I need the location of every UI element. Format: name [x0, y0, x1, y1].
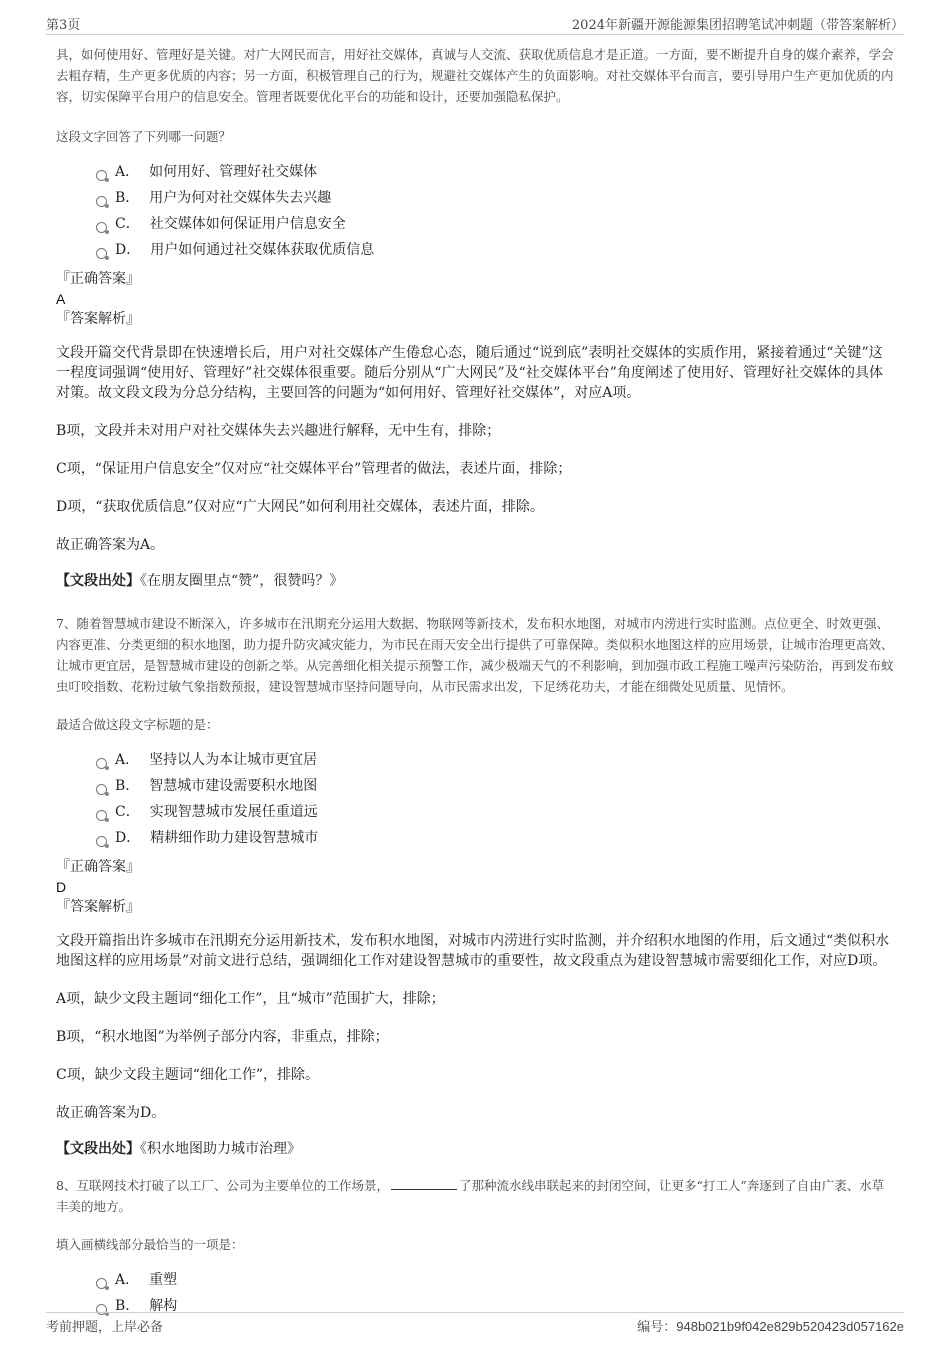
q7-passage: 7、随着智慧城市建设不断深入，许多城市在汛期充分运用大数据、物联网等新技术，发布积水地图，对城市内涝进行实时监测。点位更全、时效更强、内容更准、分类更细的积水地图，助力提升防灾减灾能力，为市民在雨天安全出行提供了可靠保障。类似积水地图这样的应用场景，让城市治理更高效、让城市更宜居，是智慧城市建设的创新之举。从完善细化相关提示预警工作，减少极端天气的不利影响，到加强市政工程施工噪声污染防治，再到发布蚊虫叮咬指数、花粉过敏气象指数预报，建设智慧城市坚持问题导向，从市民需求出发，下足绣花功夫，才能在细微处见质量、见情怀。	[56, 616, 894, 694]
page-content	[56, 44, 894, 1319]
radio-icon[interactable]	[96, 836, 107, 847]
q6-option-a[interactable]: A． 如何用好、管理好社交媒体	[96, 159, 894, 185]
q7-option-a[interactable]: A． 坚持以人为本让城市更宜居	[96, 747, 894, 773]
q6-analysis-4: D项，“获取优质信息”仅对应“广大网民”如何利用社交媒体，表述片面，排除。	[56, 499, 544, 515]
fill-in-blank	[391, 1177, 457, 1190]
q7-option-c[interactable]: C． 实现智慧城市发展任重道远	[96, 799, 894, 825]
q6-analysis-5: 故正确答案为A。	[56, 537, 165, 553]
radio-icon[interactable]	[96, 810, 107, 821]
q6-answer: A	[56, 291, 66, 307]
document-title: 2024年新疆开源能源集团招聘笔试冲刺题（带答案解析）	[571, 18, 904, 33]
q6-option-c[interactable]: C． 社交媒体如何保证用户信息安全	[96, 211, 894, 237]
q8-option-b[interactable]: B． 解构	[96, 1293, 894, 1319]
q7-option-b[interactable]: B． 智慧城市建设需要积水地图	[96, 773, 894, 799]
q7-analysis-2: A项，缺少文段主题词“细化工作”，且“城市”范围扩大，排除；	[56, 991, 445, 1007]
q7-analysis-3: B项，“积水地图”为举例子部分内容，非重点，排除；	[56, 1029, 389, 1045]
radio-icon[interactable]	[96, 196, 107, 207]
radio-icon[interactable]	[96, 1278, 107, 1289]
q6-question: 这段文字回答了下列哪一问题？	[56, 129, 232, 144]
question-8	[56, 1175, 894, 1319]
q7-option-d[interactable]: D． 精耕细作助力建设智慧城市	[96, 825, 894, 851]
q6-analysis-1: 文段开篇交代背景即在快速增长后，用户对社交媒体产生倦怠心态，随后通过“说到底”表明社交媒体的实质作用，紧接着通过“关键”这一程度词强调“使用好、管理好”社交媒体很重要。随后分别从“广大网民”及“社交媒体平台”角度阐述了使用好、管理好社交媒体的具体对策。故文段文段为分总分结构，主要回答的问题为“如何用好、管理好社交媒体”，对应A项。	[56, 345, 883, 401]
q6-analysis-3: C项，“保证用户信息安全”仅对应“社交媒体平台”管理者的做法，表述片面，排除；	[56, 461, 572, 477]
q6-analysis-2: B项，文段并未对用户对社交媒体失去兴趣进行解释，无中生有，排除；	[56, 423, 501, 439]
radio-icon[interactable]	[96, 784, 107, 795]
q7-question: 最适合做这段文字标题的是：	[56, 717, 219, 732]
question-6	[56, 44, 894, 591]
q6-answer-label: 『正确答案』	[56, 271, 140, 287]
q8-question: 填入画横线部分最恰当的一项是：	[56, 1237, 244, 1252]
q7-analysis-1: 文段开篇指出许多城市在汛期充分运用新技术，发布积水地图，对城市内涝进行实时监测，并介绍积水地图的作用，后文通过“类似积水地图这样的应用场景”对前文进行总结，强调细化工作对建设智慧城市的重要性，故文段重点为建设智慧城市需要细化工作，对应D项。	[56, 933, 890, 969]
radio-icon[interactable]	[96, 222, 107, 233]
radio-icon[interactable]	[96, 170, 107, 181]
document-code: 编号：948b021b9f042e829b520423d057162e	[637, 1319, 904, 1335]
q6-analysis-label: 『答案解析』	[56, 311, 140, 327]
page-number: 第3页	[46, 18, 81, 33]
q8-passage: 8、互联网技术打破了以工厂、公司为主要单位的工作场景， 了那种流水线串联起来的封闭空间，让更多“打工人”奔逐到了自由广袤、水草丰美的地方。	[56, 1178, 885, 1214]
q6-option-b[interactable]: B． 用户为何对社交媒体失去兴趣	[96, 185, 894, 211]
page-footer	[46, 1312, 904, 1335]
q6-passage: 具，如何使用好、管理好是关键。对广大网民而言，用好社交媒体，真诚与人交流、获取优质信息才是正道。一方面，要不断提升自身的媒介素养，学会去粗存精，生产更多优质的内容；另一方面，积极管理自己的行为，规避社交媒体产生的负面影响。对社交媒体平台而言，要引导用户生产更加优质的内容，切实保障平台用户的信息安全。管理者既要优化平台的功能和设计，还要加强隐私保护。	[56, 47, 894, 104]
q6-options	[96, 159, 894, 263]
page-header	[46, 12, 904, 35]
radio-icon[interactable]	[96, 758, 107, 769]
q7-source: 【文段出处】《积水地图助力城市治理》	[56, 1141, 301, 1157]
q7-answer: D	[56, 879, 67, 895]
q7-answer-label: 『正确答案』	[56, 859, 140, 875]
q7-analysis-4: C项，缺少文段主题词“细化工作”，排除。	[56, 1067, 320, 1083]
q7-analysis-5: 故正确答案为D。	[56, 1105, 166, 1121]
q8-option-a[interactable]: A． 重塑	[96, 1267, 894, 1293]
q7-analysis-label: 『答案解析』	[56, 899, 140, 915]
footer-slogan: 考前押题，上岸必备	[46, 1320, 164, 1335]
q7-options	[96, 747, 894, 851]
q6-source: 【文段出处】《在朋友圈里点“赞”，很赞吗？》	[56, 573, 344, 589]
q6-option-d[interactable]: D． 用户如何通过社交媒体获取优质信息	[96, 237, 894, 263]
question-7	[56, 613, 894, 1159]
radio-icon[interactable]	[96, 248, 107, 259]
